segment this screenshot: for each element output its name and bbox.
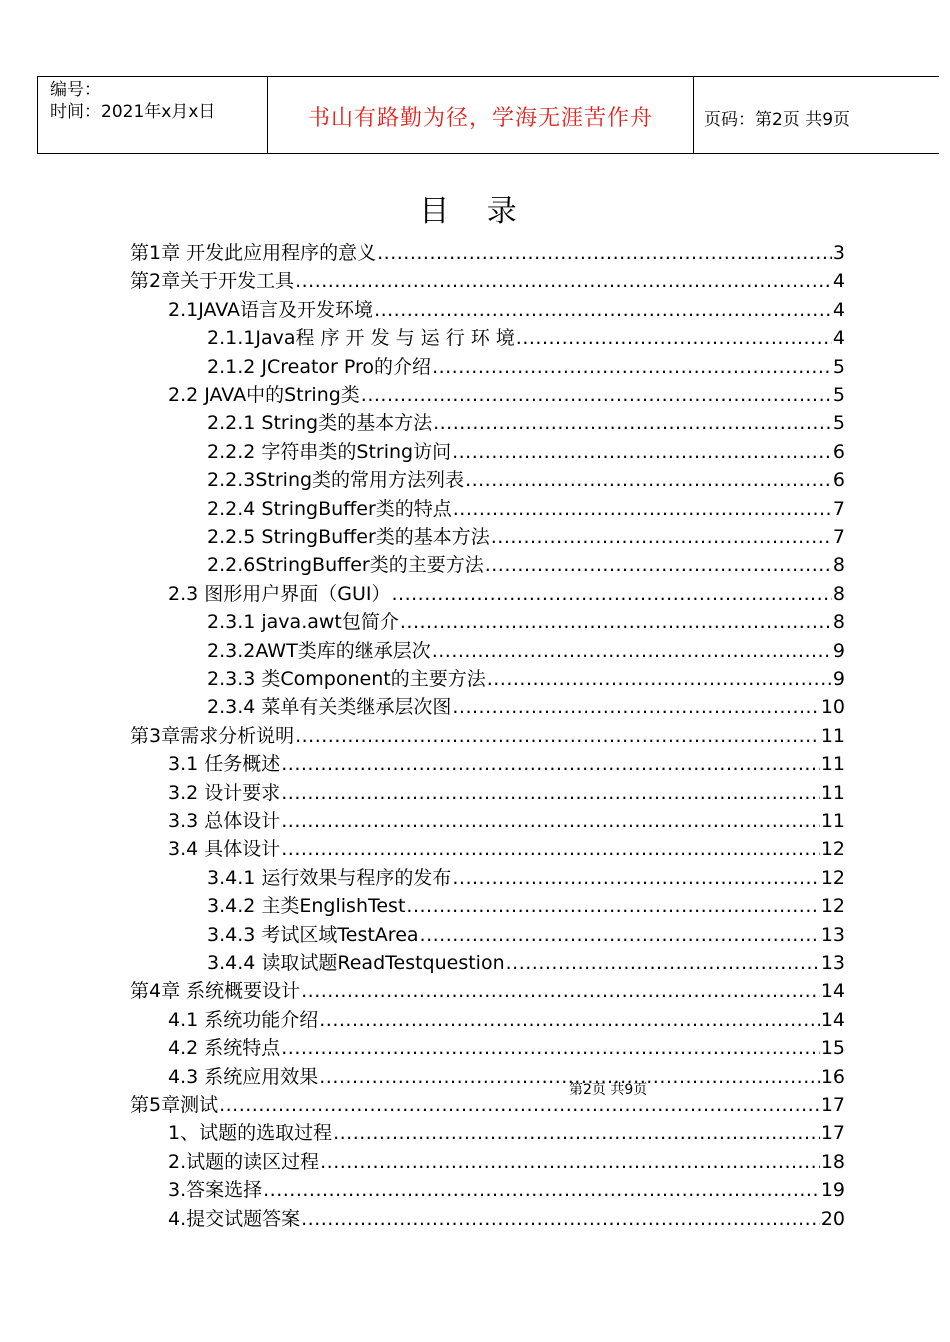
toc-entry-leader	[406, 892, 819, 920]
toc-entry-label: 第5章测试	[130, 1094, 219, 1116]
toc-entry-label: 3.2 设计要求	[168, 781, 281, 804]
toc-entry-label: 3.4 具体设计	[168, 838, 281, 861]
toc-entry[interactable]	[207, 864, 845, 892]
toc-entry[interactable]	[168, 1176, 845, 1204]
toc-entry[interactable]	[207, 409, 845, 437]
motto-text: 书山有路勤为径，学海无涯苦作舟	[307, 106, 653, 131]
toc-entry-label: 4.1 系统功能介绍	[168, 1008, 319, 1031]
toc-entry[interactable]	[207, 523, 845, 551]
toc-entry-leader	[392, 580, 832, 608]
toc-entry-leader	[433, 409, 832, 437]
toc-entry-page: 8	[832, 611, 845, 634]
toc-entry-label: 第2章关于开发工具	[130, 270, 295, 293]
toc-entry-leader	[452, 693, 819, 721]
toc-entry-leader	[263, 1176, 820, 1204]
toc-entry-page: 12	[820, 838, 845, 861]
toc-entry-leader	[432, 637, 832, 665]
toc-entry-leader	[281, 750, 820, 778]
toc-entry-label: 2.2.1 String类的基本方法	[207, 412, 433, 435]
toc-entry-page: 17	[820, 1122, 845, 1145]
toc-entry-label: 3.答案选择	[168, 1179, 263, 1202]
number-label: 编号：	[50, 80, 101, 100]
toc-entry-leader	[487, 665, 832, 693]
toc-entry-page: 3	[832, 242, 845, 264]
toc-entry-label: 2.1.1Java程 序 开 发 与 运 行 环 境	[207, 327, 515, 350]
toc-entry-page: 19	[820, 1179, 845, 1202]
toc-entry[interactable]	[207, 637, 845, 665]
toc-entry[interactable]	[168, 779, 845, 807]
toc-entry-label: 2.3.1 java.awt包简介	[207, 611, 399, 634]
toc-entry-label: 3.3 总体设计	[168, 810, 281, 832]
toc-entry-leader	[295, 722, 820, 750]
toc-entry-label: 3.4.1 运行效果与程序的发布	[207, 866, 452, 889]
toc-entry[interactable]	[207, 353, 845, 381]
toc-entry-label: 2.3.3 类Component的主要方法	[207, 668, 486, 690]
toc-entry-label: 第1章 开发此应用程序的意义	[130, 242, 377, 264]
toc-entry-page: 13	[820, 923, 845, 946]
toc-entry[interactable]	[130, 239, 845, 267]
toc-entry-page: 11	[820, 724, 845, 747]
toc-entry-label: 2.2.4 StringBuffer类的特点	[207, 497, 452, 520]
toc-entry-leader	[219, 1091, 820, 1119]
toc-entry-label: 2.2.3String类的常用方法列表	[207, 469, 465, 492]
toc-entry-leader	[281, 835, 820, 863]
toc-entry-page: 9	[832, 639, 845, 662]
toc-entry[interactable]	[168, 750, 845, 778]
toc-entry-leader	[301, 977, 820, 1005]
toc-entry-leader	[453, 495, 832, 523]
toc-entry-page: 14	[820, 980, 845, 1003]
toc-entry-page: 5	[832, 384, 845, 406]
toc-entry-label: 1、试题的选取过程	[168, 1122, 333, 1145]
toc-entry-page: 5	[832, 412, 845, 435]
toc-entry[interactable]	[207, 324, 845, 352]
date-line: 时间：2021年x月x日	[50, 102, 216, 122]
toc-entry[interactable]	[168, 1006, 845, 1034]
toc-entry-page: 17	[820, 1094, 845, 1116]
page-info: 页码：第2页 共9页	[704, 110, 851, 130]
toc-entry-leader	[452, 438, 832, 466]
toc-entry[interactable]	[168, 1063, 845, 1091]
header-motto-cell	[268, 77, 694, 153]
toc-entry[interactable]	[207, 551, 845, 579]
toc-entry-leader	[485, 551, 832, 579]
toc-entry[interactable]	[168, 381, 845, 409]
toc-entry-page: 11	[820, 810, 845, 832]
toc-entry-page: 18	[820, 1150, 845, 1173]
toc-entry-label: 2.3.4 菜单有关类继承层次图	[207, 696, 452, 719]
toc-entry-page: 9	[832, 668, 845, 690]
toc-entry-leader	[452, 864, 819, 892]
toc-entry-label: 2.2.6StringBuffer类的主要方法	[207, 554, 484, 577]
footer-page-note: 第2页 共9页	[569, 1082, 648, 1098]
toc-entry-leader	[377, 239, 832, 267]
toc-title: 目 录	[419, 194, 531, 229]
toc-entry-leader	[333, 1119, 820, 1147]
toc-entry[interactable]	[207, 495, 845, 523]
toc-entry[interactable]	[130, 722, 845, 750]
toc-entry[interactable]	[168, 1148, 845, 1176]
toc-entry-label: 2.1JAVA语言及开发环境	[168, 298, 374, 321]
toc-entry-page: 6	[832, 469, 845, 492]
toc-entry-leader	[491, 523, 832, 551]
toc-entry-label: 第4章 系统概要设计	[130, 980, 301, 1003]
toc-entry-page: 12	[820, 895, 845, 918]
toc-entry-leader	[281, 779, 820, 807]
toc-entry[interactable]	[168, 807, 845, 835]
toc-entry[interactable]	[207, 438, 845, 466]
toc-entry-page: 8	[832, 554, 845, 577]
toc-entry-leader	[465, 466, 832, 494]
toc-entry-page: 4	[832, 270, 845, 293]
toc-entry-label: 2.2.2 字符串类的String访问	[207, 440, 452, 463]
toc-entry-label: 2.2.5 StringBuffer类的基本方法	[207, 526, 490, 548]
toc-entry[interactable]	[207, 693, 845, 721]
toc-entry[interactable]	[130, 267, 845, 295]
toc-entry[interactable]	[207, 466, 845, 494]
toc-entry-page: 14	[820, 1008, 845, 1031]
toc-entry-label: 3.4.4 读取试题ReadTestquestion	[207, 952, 505, 974]
toc-entry-page: 11	[820, 753, 845, 776]
toc-entry-label: 4.提交试题答案	[168, 1207, 301, 1230]
toc-entry[interactable]	[207, 892, 845, 920]
toc-entry-page: 12	[820, 866, 845, 889]
toc-entry-page: 5	[832, 355, 845, 378]
toc-entry-leader	[361, 381, 832, 409]
toc-entry[interactable]	[168, 296, 845, 324]
toc-entry-page: 10	[820, 696, 845, 719]
toc-entry-label: 4.2 系统特点	[168, 1037, 281, 1060]
toc-entry[interactable]	[168, 580, 845, 608]
toc-entry-leader	[506, 949, 820, 977]
toc-entry[interactable]	[130, 1091, 845, 1119]
toc-entry[interactable]	[168, 1034, 845, 1062]
toc-entry-label: 2.1.2 JCreator Pro的介绍	[207, 355, 432, 378]
toc-entry[interactable]	[207, 921, 845, 949]
toc-entry-leader	[320, 1148, 820, 1176]
toc-entry-label: 3.1 任务概述	[168, 753, 281, 776]
toc-entry-label: 4.3 系统应用效果	[168, 1065, 319, 1088]
toc-entry[interactable]	[207, 949, 845, 977]
toc-entry-label: 2.试题的读区过程	[168, 1150, 320, 1173]
toc-entry-label: 第3章需求分析说明	[130, 724, 295, 747]
toc-entry[interactable]	[168, 1205, 845, 1233]
toc-entry-page: 11	[820, 781, 845, 804]
toc-entry-page: 8	[832, 582, 845, 605]
toc-entry-leader	[374, 296, 832, 324]
toc-entry-page: 7	[832, 497, 845, 520]
toc-entry-label: 3.4.2 主类EnglishTest	[207, 895, 406, 918]
toc-entry-label: 3.4.3 考试区域TestArea	[207, 923, 419, 946]
toc-entry-leader	[281, 1034, 820, 1062]
toc-entry-leader	[295, 267, 832, 295]
toc-entry[interactable]	[207, 608, 845, 636]
toc-entry-page: 4	[832, 298, 845, 321]
toc-entry-page: 4	[832, 327, 845, 350]
toc-entry-label: 2.3 图形用户界面（GUI）	[168, 582, 391, 605]
toc-entry-page: 15	[820, 1037, 845, 1060]
toc-entry-leader	[516, 324, 832, 352]
toc-entry-page: 16	[820, 1065, 845, 1088]
toc-entry[interactable]	[168, 1119, 845, 1147]
header-table	[37, 76, 939, 154]
header-page-cell	[694, 77, 939, 153]
toc-entry-leader	[400, 608, 832, 636]
toc-entry[interactable]	[168, 835, 845, 863]
toc-entry[interactable]	[207, 665, 845, 693]
toc-entry-label: 2.3.2AWT类库的继承层次	[207, 639, 431, 662]
toc-entry-page: 6	[832, 440, 845, 463]
toc-entry-page: 7	[832, 526, 845, 548]
toc-entry-page: 13	[820, 952, 845, 974]
toc-entry-leader	[420, 921, 820, 949]
toc-entry-label: 2.2 JAVA中的String类	[168, 384, 360, 406]
toc-entry-leader	[432, 353, 832, 381]
header-left-cell	[38, 77, 268, 153]
toc-entry-leader	[301, 1205, 820, 1233]
toc-entry[interactable]	[130, 977, 845, 1005]
toc-entry-leader	[319, 1006, 820, 1034]
toc-entry-leader	[281, 807, 820, 835]
toc-entry-page: 20	[820, 1207, 845, 1230]
